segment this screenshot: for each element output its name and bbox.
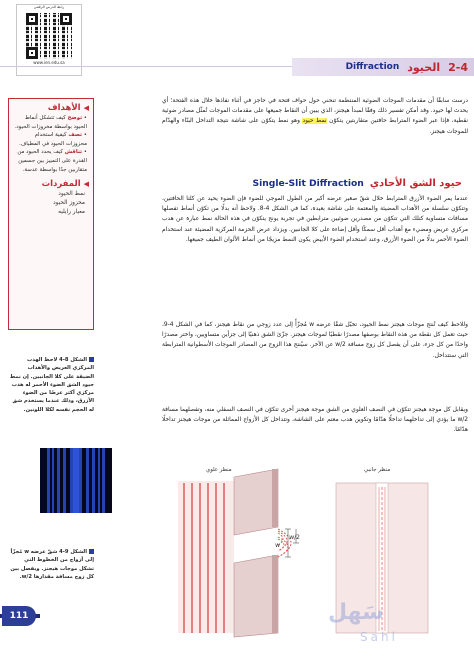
qr-url[interactable]: www.ien.edu.sa bbox=[33, 60, 65, 65]
triangle-icon: ◀ bbox=[83, 180, 89, 189]
sahl-watermark-en: Sahl bbox=[360, 630, 398, 644]
vocab-item: نمط الحيود bbox=[58, 191, 85, 198]
qr-code-image[interactable] bbox=[26, 13, 72, 59]
vocab-item: محزوز الحيود bbox=[53, 200, 85, 207]
slit-barrier bbox=[234, 469, 278, 637]
subheading-ar: حيود الشق الأحادي bbox=[369, 177, 462, 189]
qr-finder-icon bbox=[26, 13, 38, 25]
section-title-en: Diffraction bbox=[345, 62, 400, 72]
fringe-band bbox=[63, 448, 66, 513]
objective-2: • تصف كيفية استخدام محزوزات الحيود في المطياف. bbox=[18, 132, 87, 147]
single-slit-paragraph: عندما يمر الضوء الأزرق المترابط خلال شقّ صغير عرضه أكبر من الطول الموجي للضوء فإن الضوء يحيد عن كلتا الحافتين، وتتكوّن سلسلة من الأهداب المضيئة والمعتمة على شاشة بعيدة، كما في الشكل 4-8. ولاحظ أنه بدلًا من تكوّن أنماط تفصلها مسافات متساوية كتلك التي تتكوّن من مصدرين ضوئيين مترابطين في تجربة يونج يتكوّن في هذه الحالة نمط عبارة عن هدب مركزي عريض ومضيء مع أهداب أقل سمكًا وأقل إضاءة على كلا الجانبين. ويزداد عرض الحزمة المركزية المضيئة عند استخدام الضوء الأحمر بدلًا من الضوء الأزرق، وعند استخدام الضوء الأبيض يكون النمط مزيجًا من أنماط الألوان الطيف جميعها. bbox=[162, 196, 468, 243]
label-top-view: منظر علوي bbox=[206, 467, 232, 473]
section-number: 2-4 bbox=[448, 60, 468, 74]
subheading-single-slit bbox=[200, 176, 462, 190]
figure-caption-4-9: الشكل 9-4 شقّ عرضه w مُجزّأ إلى أزواج من الخطوط التي تشكل موجات هيجنز. ويفصل بين كل زوج مسافة مقدارها w/2. bbox=[10, 549, 94, 580]
subheading-en: Single-Slit Diffraction bbox=[252, 177, 364, 189]
label-side-view: منظر جانبي bbox=[364, 467, 391, 473]
fringe-band bbox=[79, 448, 82, 513]
caption-square-icon bbox=[89, 357, 94, 362]
diffraction-fringe-photo bbox=[40, 448, 112, 513]
vocab-heading: ◀ المفردات bbox=[41, 179, 89, 190]
triangle-icon: ◀ bbox=[83, 104, 89, 112]
fringe-band bbox=[47, 448, 50, 513]
w-label: w bbox=[275, 542, 280, 549]
vocab-item: معيار رايليه bbox=[58, 209, 85, 216]
section-title-ar: الحيود bbox=[407, 60, 441, 74]
figure-caption-4-8: الشكل 8-4 لاحظ الهدب المركزي العريض والأهداب الضيقة على كلا الجانبين. إن نمط حيود الشق الضوء الأحمر له هدب مركزي أكثر عرضًا من الضوء الأزرق، وذلك عندما يستخدم شق له الحجم نفسه لكلا اللونين. bbox=[9, 357, 94, 413]
objectives-sidebar bbox=[8, 98, 94, 330]
section-title bbox=[296, 59, 468, 75]
caption-square-icon bbox=[89, 549, 94, 554]
huygens-paragraph: وللاحظ كيف تُنتج موجات هيجنز نمط الحيود، تخيّل شقًا عرضه w مُجزّأً إلى عدد زوجي من نقاط هيجنز، كما في الشكل 4-9، حيث تعمل كل نقطة من هذه النقاط بوصفها مصدرًا نقطيًا لموجات هيجنز. جزّئ الشق ذهنيًا إلى جزأين متساويين، واختر مصدرًا واحدًا من كل جزء، على أن يفصل كل زوج مسافة w/2 عن الآخر. سيُنتج هذا الزوج من المصادر الموجات الأسطوانية المترابطة التي ستتداخل. bbox=[162, 322, 468, 359]
intro-paragraph: درست سابقًا أن مقدمات الموجات الضوئية المنتظمة تنحني حول حواف فتحة في حاجز في أثناء نفاذها خلال هذه الفتحة؛ أي يحدث لها حيود. وقد أمكن تفسير ذلك وفقًا لمبدأ هيجنز، الذي يبين أن النقاط جميعها على مقدمات الموجات تُمثّل مصادر ضوئية نقطية، فإذا عبر الضوء المترابط حافتين متقاربتين يتكوّن نمط حيود وهو نمط يتكوّن على شاشة نتيجة التداخل البنّاء والهدّام للموجات هيجنز. bbox=[162, 98, 468, 135]
page-number: 111 bbox=[2, 606, 36, 626]
objective-1: • توضح كيف تتشكل أنماط الحيود بواسطة مخروزات الحيود. bbox=[14, 115, 87, 130]
objective-3: • تناقش كيف يحدد الحيود من القدرة على التمييز بين جسمين متقاربين جدًا بواسطة عدسة. bbox=[17, 149, 87, 173]
fringe-band bbox=[102, 448, 105, 513]
half-w-label: w/2 bbox=[289, 534, 300, 541]
fringe-band bbox=[92, 448, 95, 513]
fringe-band bbox=[57, 448, 60, 513]
fringe-band bbox=[98, 448, 101, 513]
qr-caption: رابط الدرس الرقمي bbox=[33, 5, 65, 9]
top-view-wavefronts bbox=[178, 481, 234, 633]
figure-4-9-illustration bbox=[168, 467, 443, 639]
fringe-band bbox=[52, 448, 55, 513]
slit-diagram-svg bbox=[168, 467, 443, 639]
qr-finder-icon bbox=[60, 13, 72, 25]
qr-finder-icon bbox=[26, 47, 38, 59]
objectives-heading: ◀ الأهداف bbox=[47, 103, 89, 113]
sahl-watermark: سَهل bbox=[328, 600, 384, 625]
fringe-band bbox=[86, 448, 89, 513]
destructive-paragraph: ويقابل كل موجة هيجنز تتكوّن في النصف العلوي من الشق موجة هيجنز أخرى تتكوّن في النصف السفلي منه، وتفصلهما مسافة w/2 ما يؤدي إلى تداخلهما تداخلًا هدّامًا وتكوين هدب معتم على الشاشة، وتتداخل كل الأزواج المماثلة من موجات هيجنز تداخلًا هدّامًا. bbox=[162, 407, 468, 434]
highlighted-term: نمط حيود bbox=[302, 118, 327, 125]
